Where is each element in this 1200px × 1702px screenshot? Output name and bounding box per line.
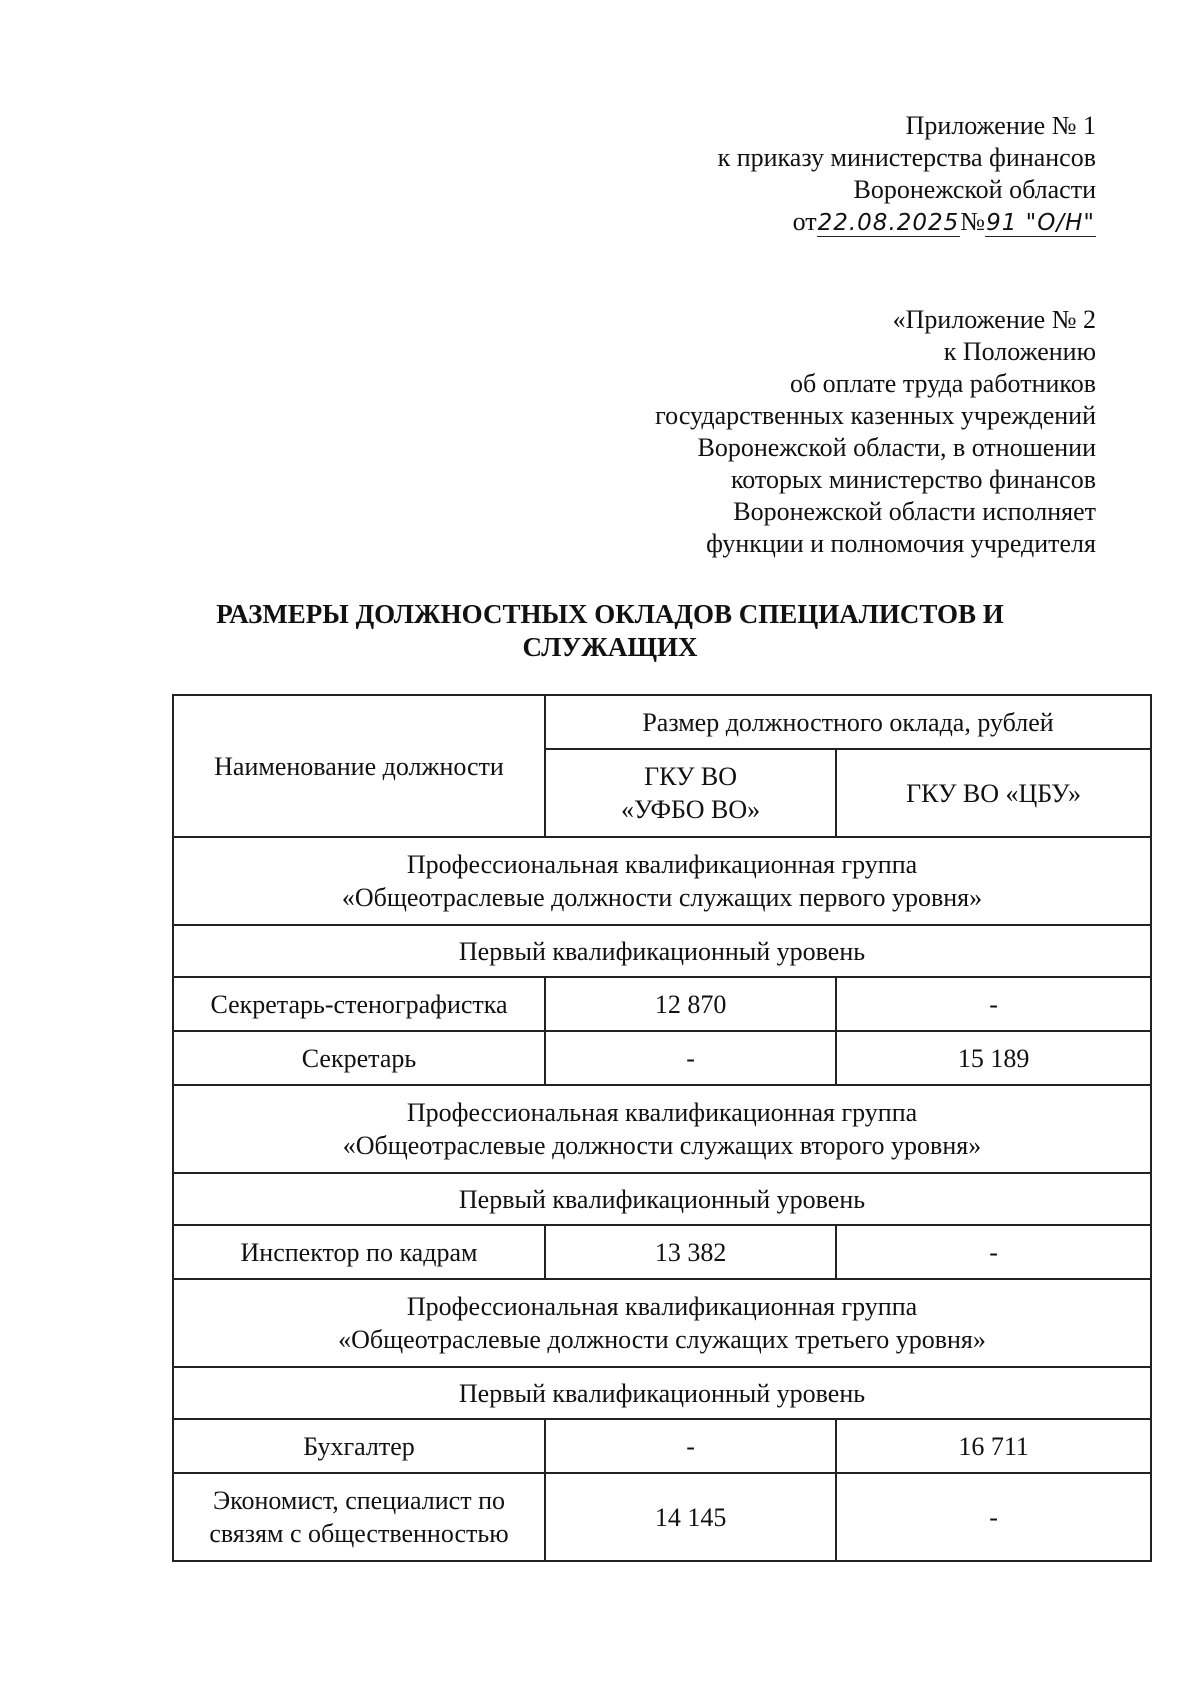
order-number-handwritten: 91 "О/Н"	[986, 210, 1095, 236]
group-name-line-1: Профессиональная квалификационная группа	[406, 850, 918, 879]
group-row	[173, 1279, 1151, 1367]
group-name	[173, 837, 1151, 925]
header-org-2: ГКУ ВО «ЦБУ»	[836, 749, 1151, 837]
table-row	[173, 1225, 1151, 1279]
table-row	[173, 1473, 1151, 1561]
table-header-row	[173, 695, 1151, 749]
appendix-2-line: к Положению	[943, 337, 1096, 366]
level-name: Первый квалификационный уровень	[173, 925, 1151, 977]
level-name: Первый квалификационный уровень	[173, 1367, 1151, 1419]
document-title-line-2: СЛУЖАЩИХ	[522, 632, 698, 662]
position-line-2: связям с общественностью	[209, 1519, 509, 1548]
appendix-2-line: «Приложение № 2	[892, 305, 1096, 334]
table-row	[173, 977, 1151, 1031]
group-row	[173, 837, 1151, 925]
header-org-1	[545, 749, 836, 837]
document-title	[150, 598, 1070, 664]
level-row	[173, 1173, 1151, 1225]
org-2-salary-cell: -	[836, 1225, 1151, 1279]
group-name-line-1: Профессиональная квалификационная группа	[406, 1292, 918, 1321]
level-name: Первый квалификационный уровень	[173, 1173, 1151, 1225]
position-line-1: Экономист, специалист по	[212, 1486, 505, 1515]
position-cell: Бухгалтер	[173, 1419, 545, 1473]
salary-table	[172, 694, 1152, 1562]
appendix-2-line: функции и полномочия учредителя	[706, 529, 1096, 558]
group-row	[173, 1085, 1151, 1173]
org-1-salary-cell: 12 870	[545, 977, 836, 1031]
number-label: №	[960, 207, 986, 236]
appendix-2-line: Воронежской области, в отношении	[697, 433, 1096, 462]
header-org-1-line-2: «УФБО ВО»	[621, 795, 761, 824]
document-title-line-1: РАЗМЕРЫ ДОЛЖНОСТНЫХ ОКЛАДОВ СПЕЦИАЛИСТОВ И	[216, 599, 1004, 629]
appendix-1-header	[718, 110, 1096, 239]
org-2-salary-cell: 16 711	[836, 1419, 1151, 1473]
position-cell: Секретарь-стенографистка	[173, 977, 545, 1031]
level-row	[173, 925, 1151, 977]
appendix-1-region: Воронежской области	[853, 175, 1096, 204]
appendix-1-order-ref: к приказу министерства финансов	[717, 143, 1096, 172]
from-label: от	[792, 207, 817, 236]
org-2-salary-cell: -	[836, 977, 1151, 1031]
header-salary: Размер должностного оклада, рублей	[545, 695, 1151, 749]
org-1-salary-cell: -	[545, 1419, 836, 1473]
appendix-2-line: государственных казенных учреждений	[655, 401, 1096, 430]
group-name-line-1: Профессиональная квалификационная группа	[406, 1098, 918, 1127]
org-2-salary-cell: 15 189	[836, 1031, 1151, 1085]
group-name-line-2: «Общеотраслевые должности служащих второго уровня»	[342, 1131, 982, 1160]
appendix-2-line: об оплате труда работников	[789, 369, 1096, 398]
org-1-salary-cell: 13 382	[545, 1225, 836, 1279]
group-name-line-2: «Общеотраслевые должности служащих первого уровня»	[341, 883, 983, 912]
appendix-1-date-number	[718, 206, 1096, 239]
table-row	[173, 1031, 1151, 1085]
group-name-line-2: «Общеотраслевые должности служащих третьего уровня»	[338, 1325, 986, 1354]
group-name	[173, 1085, 1151, 1173]
position-cell: Инспектор по кадрам	[173, 1225, 545, 1279]
header-position: Наименование должности	[173, 695, 545, 837]
org-2-salary-cell: -	[836, 1473, 1151, 1561]
position-cell	[173, 1473, 545, 1561]
position-cell: Секретарь	[173, 1031, 545, 1085]
header-org-1-line-1: ГКУ ВО	[644, 762, 738, 791]
group-name	[173, 1279, 1151, 1367]
appendix-1-title: Приложение № 1	[905, 111, 1096, 140]
appendix-2-header	[655, 304, 1096, 560]
order-date-handwritten: 22.08.2025	[817, 210, 960, 236]
org-1-salary-cell: -	[545, 1031, 836, 1085]
org-1-salary-cell: 14 145	[545, 1473, 836, 1561]
table-row	[173, 1419, 1151, 1473]
appendix-2-line: которых министерство финансов	[730, 465, 1096, 494]
appendix-2-line: Воронежской области исполняет	[733, 497, 1096, 526]
level-row	[173, 1367, 1151, 1419]
